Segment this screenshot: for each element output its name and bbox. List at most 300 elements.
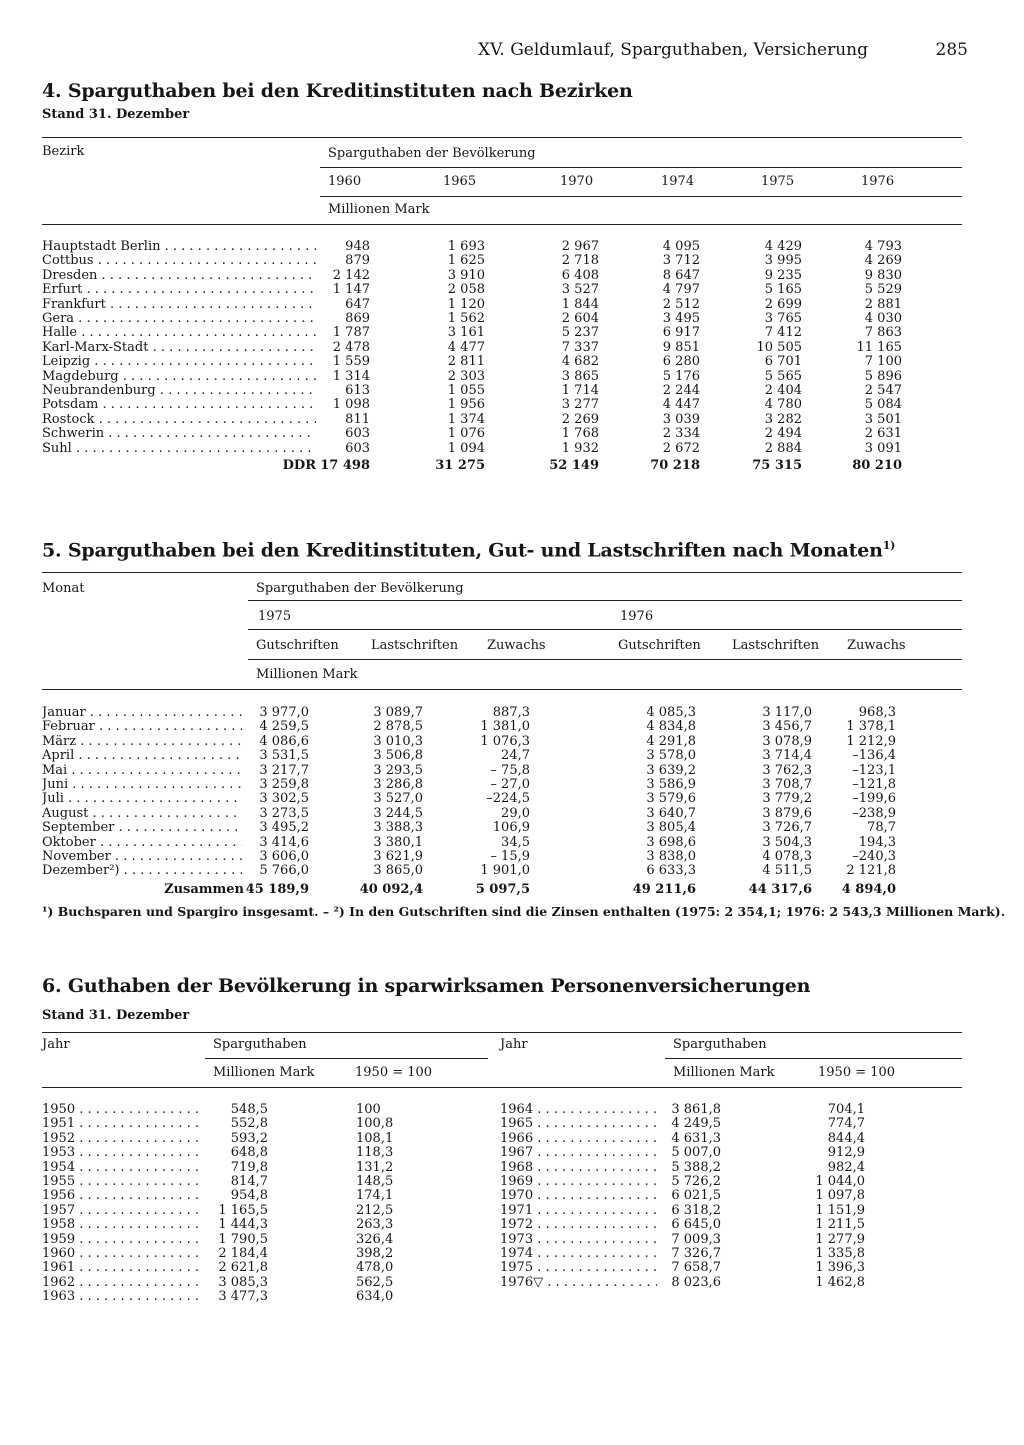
cell-value: 78,7 [867, 820, 896, 836]
table6-row [0, 1103, 1024, 1117]
cell-value: 3 865,0 [373, 863, 423, 879]
table6-row [0, 1132, 1024, 1146]
cell-value: 811 [345, 411, 370, 427]
table4-year-header: 1965 [443, 174, 477, 189]
cell-value: 5 766,0 [259, 863, 309, 879]
cell-value: 2 184,4 [218, 1246, 268, 1261]
table4-title: 4. Sparguthaben bei den Kreditinstituten nach Bezirken [42, 80, 633, 102]
cell-value: 2 631 [864, 426, 902, 442]
cell-value: 131,2 [356, 1159, 394, 1175]
cell-value: 100 [356, 1102, 381, 1117]
cell-value: 1 381,0 [480, 719, 530, 735]
year-label: 1956 . . . [42, 1189, 199, 1203]
cell-value: 2 672 [662, 440, 700, 456]
cell-value: 3 765 [764, 311, 802, 326]
cell-value: 3 078,9 [762, 733, 812, 749]
cell-value: 2 621,8 [218, 1260, 268, 1276]
table5-row [0, 836, 1024, 850]
year-label: 1951 . . . [42, 1117, 199, 1131]
table4-year-rule [320, 196, 962, 197]
table4-row [0, 398, 1024, 412]
table5-row [0, 735, 1024, 749]
table4-row [0, 427, 1024, 441]
cell-value: 1 076,3 [480, 733, 530, 749]
year-label: 1954 . . . [42, 1161, 199, 1175]
cell-value: 912,9 [827, 1145, 865, 1161]
table6-row [0, 1189, 1024, 1203]
table5-footnote: ¹) Buchsparen und Spargiro insgesamt. – ²) In den Gutschriften sind die Zinsen enthalten (1975: 2 354,1; 1976: 2 543,3 Millionen Mark). [42, 904, 1006, 919]
cell-value: 70 218 [650, 458, 700, 473]
cell-value: 3 091 [864, 440, 902, 456]
cell-value: 3 456,7 [762, 719, 812, 735]
table5-row [0, 749, 1024, 763]
table6-top-rule [42, 1032, 962, 1033]
cell-value: 3 089,7 [373, 705, 423, 720]
district-name: Cottbus . . . [42, 254, 316, 268]
cell-value: 9 851 [662, 339, 700, 355]
cell-value: 24,7 [501, 748, 530, 764]
table4-head-rule [42, 224, 962, 225]
cell-value: 6 318,2 [671, 1202, 721, 1218]
table5-row [0, 720, 1024, 734]
cell-value: 1 444,3 [218, 1217, 268, 1233]
year-label: 1955 . . . [42, 1175, 199, 1189]
cell-value: 3 861,8 [671, 1102, 721, 1117]
table4-subtitle: Stand 31. Dezember [42, 107, 190, 122]
district-name: Potsdam . . . [42, 398, 316, 412]
cell-value: 774,7 [827, 1116, 865, 1132]
cell-value: 4 269 [864, 253, 902, 269]
cell-value: 34,5 [501, 834, 530, 850]
district-name: Suhl . . . [42, 442, 316, 456]
cell-value: 634,0 [356, 1289, 394, 1305]
year-label: 1969 . . . [500, 1175, 657, 1189]
district-name: Karl-Marx-Stadt . . . [42, 341, 316, 355]
cell-value: 108,1 [356, 1130, 394, 1146]
cell-value: 174,1 [356, 1188, 394, 1204]
district-name: Halle . . . [42, 326, 316, 340]
year-label: 1959 . . . [42, 1233, 199, 1247]
cell-value: 3 995 [764, 253, 802, 269]
cell-value: 3 495 [662, 311, 700, 326]
month-name: August . . . [42, 807, 242, 821]
cell-value: 100,8 [356, 1116, 394, 1132]
cell-value: 4 085,3 [646, 705, 696, 720]
cell-value: 1 901,0 [480, 863, 530, 879]
cell-value: 106,9 [492, 820, 530, 836]
cell-value: 8 647 [662, 267, 700, 283]
table6-group-rule-right [665, 1058, 962, 1059]
month-name: Zusammen [164, 883, 244, 897]
cell-value: 6 280 [662, 354, 700, 370]
table5-group-rule [248, 600, 962, 601]
cell-value: 3 388,3 [373, 820, 423, 836]
cell-value: 3 217,7 [259, 762, 309, 778]
cell-value: 9 830 [864, 267, 902, 283]
cell-value: 3 621,9 [373, 849, 423, 864]
cell-value: 478,0 [356, 1260, 394, 1276]
month-name: Juli . . . [42, 792, 242, 806]
year-label: 1974 . . . [500, 1247, 657, 1261]
cell-value: – 75,8 [490, 762, 530, 778]
table6-row [0, 1218, 1024, 1232]
cell-value: 29,0 [501, 805, 530, 821]
cell-value: 3 910 [447, 267, 485, 283]
year-label: 1971 . . . [500, 1204, 657, 1218]
table6-row [0, 1233, 1024, 1247]
table6-index-right: 1950 = 100 [818, 1065, 896, 1080]
cell-value: 5 529 [864, 282, 902, 298]
month-name: Juni . . . [42, 778, 242, 792]
page-number: 285 [935, 40, 968, 60]
month-name: April . . . [42, 749, 242, 763]
table6-group-left: Sparguthaben [213, 1037, 307, 1052]
cell-value: 4 682 [561, 354, 599, 370]
cell-value: 4 511,5 [762, 863, 812, 879]
table4-row [0, 341, 1024, 355]
table4-row [0, 240, 1024, 254]
cell-value: 3 606,0 [259, 849, 309, 864]
cell-value: 6 021,5 [671, 1188, 721, 1204]
district-name: Rostock . . . [42, 413, 316, 427]
cell-value: 4 834,8 [646, 719, 696, 735]
cell-value: 5 237 [561, 325, 599, 341]
district-name: DDR [282, 459, 316, 473]
cell-value: 2 547 [864, 383, 902, 398]
cell-value: 4 249,5 [671, 1116, 721, 1132]
cell-value: 4 429 [764, 239, 802, 254]
cell-value: 52 149 [549, 458, 599, 473]
table5-row [0, 764, 1024, 778]
cell-value: 562,5 [356, 1274, 394, 1290]
year-label: 1964 . . . [500, 1103, 657, 1117]
cell-value: 1 956 [447, 397, 485, 413]
cell-value: 1 625 [447, 253, 485, 269]
cell-value: 2 404 [764, 383, 802, 398]
table5-col-rule [248, 659, 962, 660]
year-label: 1958 . . . [42, 1218, 199, 1232]
cell-value: 2 058 [447, 282, 485, 298]
cell-value: 3 586,9 [646, 777, 696, 792]
table5-title [42, 539, 895, 561]
table6-row [0, 1247, 1024, 1261]
cell-value: 1 335,8 [815, 1246, 865, 1261]
cell-value: 5 176 [662, 368, 700, 384]
cell-value: 194,3 [858, 834, 896, 850]
table5-row [0, 807, 1024, 821]
cell-value: 3 039 [662, 411, 700, 427]
cell-value: 887,3 [492, 705, 530, 720]
table4-row [0, 370, 1024, 384]
cell-value: 1 147 [332, 282, 370, 298]
year-label: 1968 . . . [500, 1161, 657, 1175]
table4-year-header: 1960 [328, 174, 362, 189]
table4-row [0, 312, 1024, 326]
cell-value: 5 007,0 [671, 1145, 721, 1161]
table4-group-rule [320, 167, 962, 168]
table5-title-text: 5. Sparguthaben bei den Kreditinstituten, Gut- und Lastschriften nach Monaten [42, 539, 883, 562]
cell-value: 1 768 [561, 426, 599, 442]
table6-row [0, 1161, 1024, 1175]
cell-value: 4 291,8 [646, 733, 696, 749]
cell-value: 968,3 [858, 705, 896, 720]
table6-unit-right: Millionen Mark [673, 1065, 775, 1080]
district-name: Dresden . . . [42, 269, 316, 283]
table4-row [0, 298, 1024, 312]
cell-value: 3 578,0 [646, 748, 696, 764]
year-label: 1973 . . . [500, 1233, 657, 1247]
cell-value: 3 714,4 [762, 748, 812, 764]
district-name: Erfurt . . . [42, 283, 316, 297]
cell-value: 7 009,3 [671, 1231, 721, 1247]
table5-column-header: Gutschriften [618, 638, 701, 653]
cell-value: 1 044,0 [815, 1174, 865, 1189]
table4-row [0, 355, 1024, 369]
cell-value: 7 863 [864, 325, 902, 341]
table4-unit: Millionen Mark [328, 202, 430, 217]
cell-value: 3 477,3 [218, 1289, 268, 1305]
table6-unit-left: Millionen Mark [213, 1065, 315, 1080]
cell-value: 3 277 [561, 397, 599, 413]
table5-year-1975: 1975 [258, 609, 292, 624]
year-label: 1963 . . . [42, 1290, 199, 1304]
year-label: 1961 . . . [42, 1261, 199, 1275]
table6-row [0, 1261, 1024, 1275]
cell-value: 704,1 [827, 1102, 865, 1117]
cell-value: 31 275 [435, 458, 485, 473]
cell-value: – 27,0 [490, 777, 530, 792]
cell-value: 3 639,2 [646, 762, 696, 778]
cell-value: 2 244 [662, 383, 700, 398]
cell-value: 719,8 [230, 1159, 268, 1175]
running-title: XV. Geldumlauf, Sparguthaben, Versicherung [478, 40, 868, 60]
year-label: 1972 . . . [500, 1218, 657, 1232]
table6-row [0, 1117, 1024, 1131]
table5-row [0, 864, 1024, 878]
cell-value: 4 894,0 [841, 882, 896, 897]
year-label: 1950 . . . [42, 1103, 199, 1117]
cell-value: 3 302,5 [259, 791, 309, 807]
cell-value: 1 212,9 [846, 733, 896, 749]
cell-value: 1 932 [561, 440, 599, 456]
table4-year-header: 1974 [661, 174, 695, 189]
table4-total-row [0, 459, 1024, 473]
cell-value: 869 [345, 311, 370, 326]
table6-col-jahr-right: Jahr [500, 1037, 528, 1052]
cell-value: 1 462,8 [815, 1274, 865, 1290]
cell-value: 2 811 [447, 354, 485, 370]
cell-value: 593,2 [230, 1130, 268, 1146]
table6-row [0, 1146, 1024, 1160]
cell-value: 1 787 [332, 325, 370, 341]
cell-value: 10 505 [756, 339, 802, 355]
cell-value: 8 023,6 [671, 1274, 721, 1290]
year-label: 1975 . . . [500, 1261, 657, 1275]
year-label: 1957 . . . [42, 1204, 199, 1218]
table4-row [0, 413, 1024, 427]
cell-value: 2 699 [764, 296, 802, 312]
cell-value: 2 303 [447, 368, 485, 384]
table6-row [0, 1175, 1024, 1189]
table5-group-header: Sparguthaben der Bevölkerung [256, 581, 464, 596]
table6-group-right: Sparguthaben [673, 1037, 767, 1052]
cell-value: 4 086,6 [259, 733, 309, 749]
year-label: 1967 . . . [500, 1146, 657, 1160]
cell-value: 2 494 [764, 426, 802, 442]
cell-value: 1 374 [447, 411, 485, 427]
cell-value: 4 447 [662, 397, 700, 413]
cell-value: 844,4 [827, 1130, 865, 1146]
year-label: 1970 . . . [500, 1189, 657, 1203]
cell-value: 2 478 [332, 339, 370, 355]
table6-head-rule [42, 1087, 962, 1088]
cell-value: 879 [345, 253, 370, 269]
district-name: Leipzig . . . [42, 355, 316, 369]
table5-top-rule [42, 572, 962, 573]
cell-value: 7 100 [864, 354, 902, 370]
table6-row [0, 1290, 1024, 1304]
cell-value: 603 [345, 426, 370, 442]
month-name: Mai . . . [42, 764, 242, 778]
table4-row [0, 254, 1024, 268]
cell-value: 3 805,4 [646, 820, 696, 836]
cell-value: 1 277,9 [815, 1231, 865, 1247]
cell-value: 3 380,1 [373, 834, 423, 850]
table6-row [0, 1276, 1024, 1290]
running-header [478, 40, 968, 60]
cell-value: 3 010,3 [373, 733, 423, 749]
cell-value: 7 658,7 [671, 1260, 721, 1276]
table4-col-bezirk: Bezirk [42, 144, 85, 159]
cell-value: 1 562 [447, 311, 485, 326]
cell-value: 552,8 [230, 1116, 268, 1132]
cell-value: 2 884 [764, 440, 802, 456]
cell-value: 2 878,5 [373, 719, 423, 735]
table5-title-footnote-mark: 1) [882, 539, 896, 552]
cell-value: 5 565 [764, 368, 802, 384]
table4-row [0, 326, 1024, 340]
cell-value: 5 896 [864, 368, 902, 384]
cell-value: –136,4 [852, 748, 896, 764]
cell-value: 2 121,8 [846, 863, 896, 879]
cell-value: 1 211,5 [815, 1217, 865, 1233]
month-name: Oktober . . . [42, 836, 242, 850]
cell-value: 2 334 [662, 426, 700, 442]
cell-value: 5 388,2 [671, 1159, 721, 1175]
cell-value: 7 337 [561, 339, 599, 355]
table5-year-rule [248, 629, 962, 630]
district-name: Frankfurt . . . [42, 298, 316, 312]
cell-value: 3 531,5 [259, 748, 309, 764]
table5-unit: Millionen Mark [256, 667, 358, 682]
cell-value: 1 396,3 [815, 1260, 865, 1276]
month-name: September . . . [42, 821, 242, 835]
cell-value: 1 714 [561, 383, 599, 398]
table4-year-header: 1976 [861, 174, 895, 189]
cell-value: 44 317,6 [748, 882, 812, 897]
district-name: Neubrandenburg . . . [42, 384, 316, 398]
cell-value: 2 604 [561, 311, 599, 326]
cell-value: 11 165 [856, 339, 902, 355]
cell-value: 326,4 [356, 1231, 394, 1247]
cell-value: 3 726,7 [762, 820, 812, 836]
year-label: 1976▽ . . . [500, 1276, 657, 1290]
district-name: Hauptstadt Berlin . . . [42, 240, 316, 254]
cell-value: 3 640,7 [646, 805, 696, 821]
cell-value: 6 701 [764, 354, 802, 370]
cell-value: 4 078,3 [762, 849, 812, 864]
cell-value: 6 645,0 [671, 1217, 721, 1233]
cell-value: 3 698,6 [646, 834, 696, 850]
cell-value: 7 326,7 [671, 1246, 721, 1261]
cell-value: 648,8 [230, 1145, 268, 1161]
cell-value: –121,8 [852, 777, 896, 792]
cell-value: 17 498 [320, 458, 370, 473]
cell-value: 3 838,0 [646, 849, 696, 864]
table4-year-header: 1970 [560, 174, 594, 189]
table5-column-header: Lastschriften [371, 638, 459, 653]
cell-value: 2 881 [864, 296, 902, 312]
cell-value: 1 165,5 [218, 1202, 268, 1218]
cell-value: 148,5 [356, 1174, 394, 1189]
cell-value: 2 512 [662, 296, 700, 312]
cell-value: 3 504,3 [762, 834, 812, 850]
table4-row [0, 384, 1024, 398]
cell-value: 3 259,8 [259, 777, 309, 792]
month-name: Dezember²) . . . [42, 864, 242, 878]
cell-value: 4 797 [662, 282, 700, 298]
cell-value: 49 211,6 [632, 882, 696, 897]
district-name: Magdeburg . . . [42, 370, 316, 384]
cell-value: 3 244,5 [373, 805, 423, 821]
cell-value: 4 477 [447, 339, 485, 355]
table6-index-left: 1950 = 100 [355, 1065, 433, 1080]
cell-value: 3 762,3 [762, 762, 812, 778]
month-name: Februar . . . [42, 720, 242, 734]
cell-value: 75 315 [752, 458, 802, 473]
district-name: Gera . . . [42, 312, 316, 326]
cell-value: 6 917 [662, 325, 700, 341]
year-label: 1952 . . . [42, 1132, 199, 1146]
cell-value: 1 314 [332, 368, 370, 384]
cell-value: –240,3 [852, 849, 896, 864]
cell-value: 6 408 [561, 267, 599, 283]
cell-value: 3 282 [764, 411, 802, 427]
cell-value: 3 414,6 [259, 834, 309, 850]
table5-year-1976: 1976 [620, 609, 654, 624]
cell-value: 3 977,0 [259, 705, 309, 720]
year-label: 1960 . . . [42, 1247, 199, 1261]
cell-value: –123,1 [852, 762, 896, 778]
year-label: 1953 . . . [42, 1146, 199, 1160]
cell-value: 982,4 [827, 1159, 865, 1175]
cell-value: 647 [345, 296, 370, 312]
cell-value: 2 142 [332, 267, 370, 283]
cell-value: 3 527,0 [373, 791, 423, 807]
cell-value: 948 [345, 239, 370, 254]
cell-value: 613 [345, 383, 370, 398]
cell-value: 3 085,3 [218, 1274, 268, 1290]
cell-value: 814,7 [230, 1174, 268, 1189]
cell-value: 5 097,5 [475, 882, 530, 897]
cell-value: 6 633,3 [646, 863, 696, 879]
cell-value: 3 495,2 [259, 820, 309, 836]
cell-value: 4 793 [864, 239, 902, 254]
cell-value: 3 579,6 [646, 791, 696, 807]
table5-row [0, 706, 1024, 720]
cell-value: – 15,9 [490, 849, 530, 864]
cell-value: 4 780 [764, 397, 802, 413]
